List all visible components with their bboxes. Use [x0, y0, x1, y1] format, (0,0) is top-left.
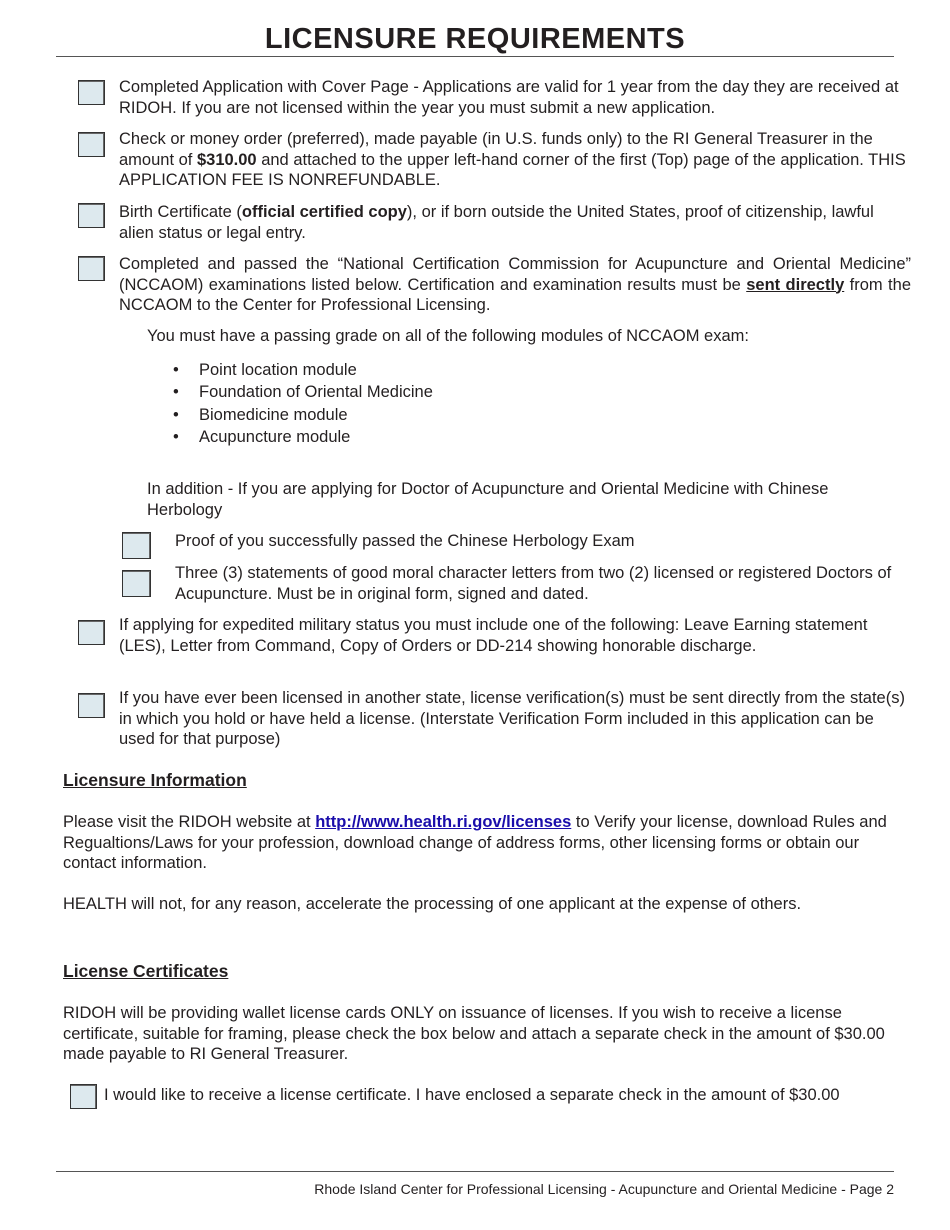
- visit-text-pre: Please visit the RIDOH website at: [63, 813, 316, 831]
- birth-text-bold: official certified copy: [241, 203, 407, 221]
- checkbox-nccaom[interactable]: [78, 256, 105, 281]
- nccaom-text-pre: Completed and passed the “National Certification Commission for Acupuncture and Oriental Medicine” (NCCAOM) examinations listed below. Certification and examination results must be: [119, 255, 911, 294]
- list-item: • Acupuncture module: [173, 426, 433, 448]
- licensure-info-visit: [63, 812, 898, 874]
- checkbox-military[interactable]: [78, 620, 105, 645]
- fee-text-post: and attached to the upper left-hand corner of the first (Top) page of the application. THIS APPLICATION FEE IS NONREFUNDABLE.: [119, 150, 906, 189]
- requirement-other-state: If you have ever been licensed in another state, license verification(s) must be sent directly from the state(s) in which you hold or have held a license. (Interstate Verification Form included in this application can be used for that purpose): [119, 689, 905, 748]
- licensure-info-note: HEALTH will not, for any reason, accelerate the processing of one applicant at the expense of others.: [63, 895, 802, 913]
- page-footer: Rhode Island Center for Professional Licensing - Acupuncture and Oriental Medicine - Page 2: [314, 1181, 894, 1197]
- checkbox-fee[interactable]: [78, 132, 105, 157]
- requirement-herbology-exam: Proof of you successfully passed the Chinese Herbology Exam: [175, 532, 635, 550]
- checkbox-herbology-exam[interactable]: [122, 532, 151, 559]
- license-certificate-label: I would like to receive a license certificate. I have enclosed a separate check in the amount of $30.00: [104, 1086, 840, 1104]
- title-divider: [56, 56, 894, 57]
- birth-text-post: ), or if born outside the United States, proof of citizenship, lawful alien status or legal entry.: [119, 203, 874, 242]
- checkbox-license-certificate[interactable]: [70, 1084, 97, 1109]
- license-certificates-body: RIDOH will be providing wallet license cards ONLY on issuance of licenses. If you wish to receive a license certificate, suitable for framing, please check the box below and attach a separate check in the amount of $30.00 made payable to RI General Treasurer.: [63, 1004, 885, 1063]
- fee-amount: $310.00: [196, 150, 257, 169]
- requirement-application: Completed Application with Cover Page - Applications are valid for 1 year from the day they are received at RIDOH. If you are not licensed within the year you must submit a new application.: [119, 78, 899, 117]
- footer-divider: [56, 1171, 894, 1172]
- fee-text-pre: Check or money order (preferred), made payable (in U.S. funds only) to the RI General Treasurer in the amount of: [119, 130, 873, 169]
- nccaom-text-post: from the NCCAOM to the Center for Professional Licensing.: [119, 275, 911, 314]
- nccaom-sent-directly: sent directly: [746, 275, 845, 294]
- modules-list: [173, 359, 433, 448]
- list-item: • Biomedicine module: [173, 404, 433, 426]
- modules-intro: You must have a passing grade on all of the following modules of NCCAOM exam:: [147, 327, 749, 345]
- requirement-moral-letters: Three (3) statements of good moral character letters from two (2) licensed or registered Doctors of Acupuncture. Must be in original form, signed and dated.: [175, 564, 892, 603]
- list-item: • Point location module: [173, 359, 433, 381]
- checkbox-other-state[interactable]: [78, 693, 105, 718]
- checkbox-application[interactable]: [78, 80, 105, 105]
- herbology-intro: In addition - If you are applying for Doctor of Acupuncture and Oriental Medicine with Chinese Herbology: [147, 480, 829, 519]
- checkbox-moral-letters[interactable]: [122, 570, 151, 597]
- visit-text-post: to Verify your license, download Rules and Regualtions/Laws for your profession, download change of address forms, other licensing forms or obtain our contact information.: [63, 813, 887, 872]
- checkbox-birth-certificate[interactable]: [78, 203, 105, 228]
- licensure-info-heading: Licensure Information: [63, 770, 247, 790]
- page-title: LICENSURE REQUIREMENTS: [264, 23, 686, 55]
- requirement-nccaom: [119, 254, 911, 316]
- list-item: • Foundation of Oriental Medicine: [173, 381, 433, 403]
- requirement-military: If applying for expedited military status you must include one of the following: Leave Earning statement (LES), Letter from Command, Copy of Orders or DD-214 showing honorable discharge.: [119, 616, 868, 655]
- requirement-fee: [119, 129, 911, 191]
- license-certificates-heading: License Certificates: [63, 961, 229, 981]
- ridoh-licenses-link[interactable]: http://www.health.ri.gov/licenses: [315, 813, 572, 831]
- requirement-birth-certificate: [119, 202, 911, 243]
- birth-text-pre: Birth Certificate (: [119, 203, 242, 221]
